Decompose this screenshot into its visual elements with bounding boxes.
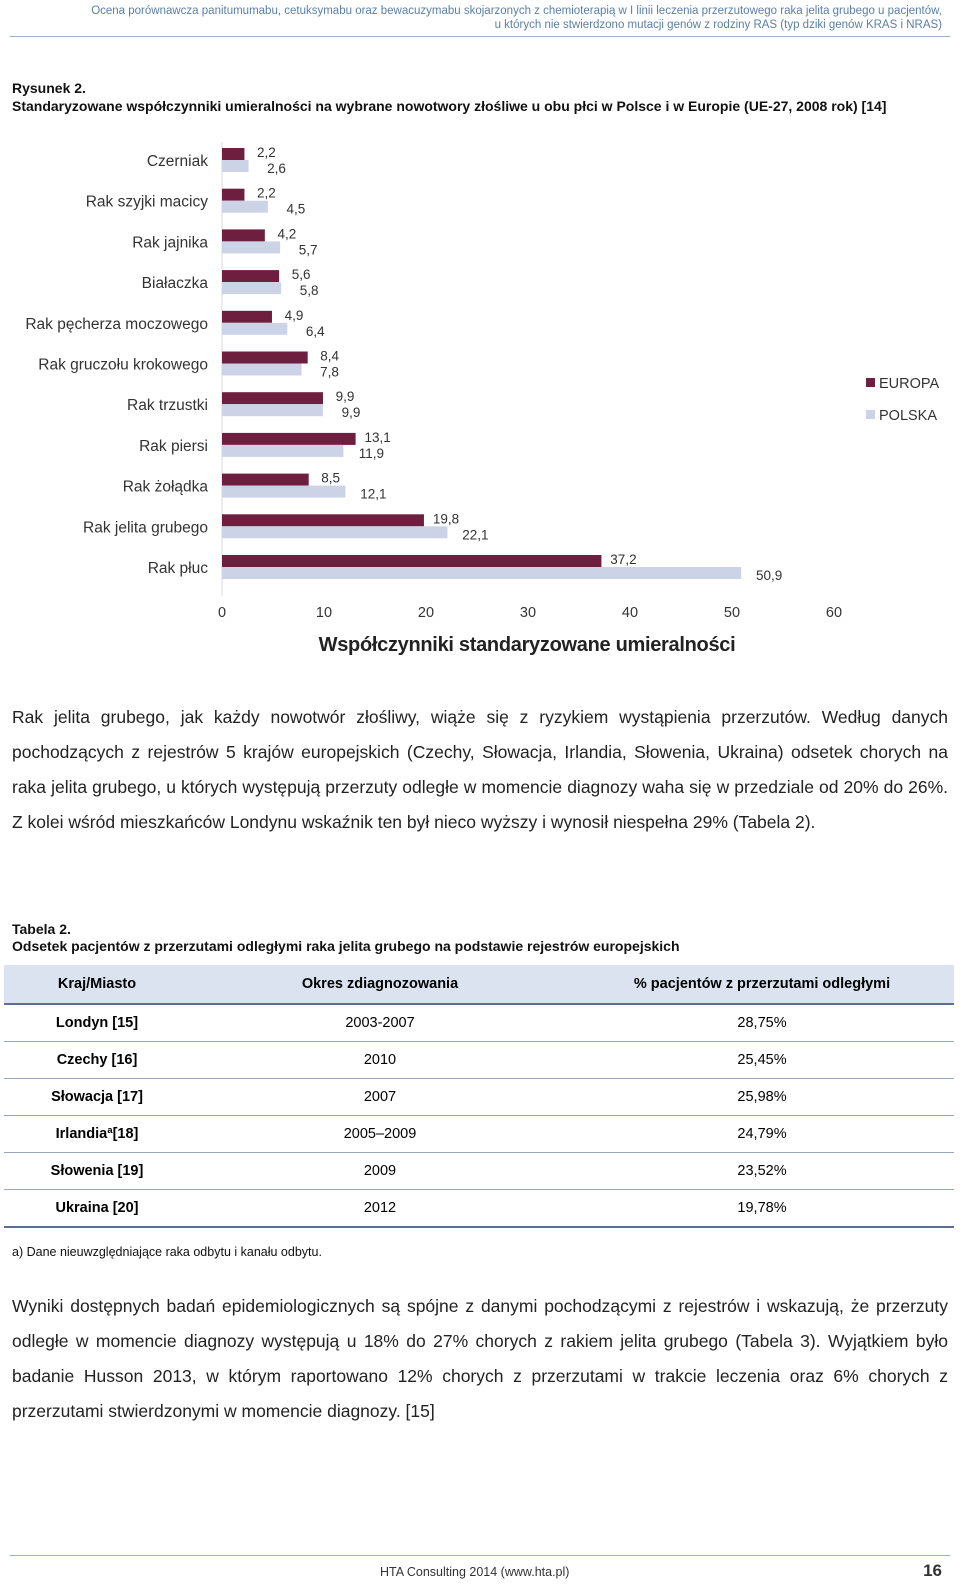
page-header [2, 4, 942, 32]
data-label-polska: 22,1 [462, 527, 489, 543]
table-cell-period: 2009 [190, 1153, 570, 1190]
data-label-europa: 5,6 [291, 267, 311, 283]
x-tick-label: 0 [217, 605, 227, 621]
data-label-europa: 9,9 [335, 389, 355, 405]
category-label: Czerniak [146, 153, 208, 170]
table-cell-percent: 25,45% [570, 1042, 954, 1079]
bar-polska [222, 567, 741, 579]
header-line-2: u których nie stwierdzono mutacji genów z rodziny RAS (typ dziki genów KRAS i NRAS) [494, 19, 942, 31]
bar-europa [222, 474, 309, 486]
table-cell-period: 2012 [190, 1190, 570, 1228]
x-axis-title: Współczynniki standaryzowane umieralności [318, 634, 736, 656]
data-label-polska: 6,4 [305, 323, 325, 339]
bar-polska [222, 404, 323, 416]
x-tick-label: 30 [519, 605, 537, 621]
data-label-europa: 8,5 [321, 470, 341, 486]
bar-europa [222, 555, 601, 567]
table-caption [12, 921, 948, 955]
bar-europa [222, 311, 272, 323]
x-tick-label: 20 [417, 605, 435, 621]
data-label-europa: 19,8 [432, 511, 460, 527]
bar-europa [222, 433, 356, 445]
category-label: Białaczka [141, 275, 208, 293]
category-label: Rak żołądka [122, 478, 208, 496]
table-cell-country: Słowacja [17] [4, 1079, 190, 1116]
table-cell-country: Słowenia [19] [4, 1153, 190, 1190]
bar-polska [222, 526, 447, 538]
table-cell-percent: 28,75% [570, 1004, 954, 1042]
table-cell-percent: 25,98% [570, 1079, 954, 1116]
table-row [4, 1116, 954, 1153]
table-cell-percent: 19,78% [570, 1190, 954, 1228]
table-footnote: a) Dane nieuwzględniające raka odbytu i kanału odbytu. [12, 1245, 322, 1259]
data-label-polska: 5,8 [299, 283, 319, 299]
data-label-europa: 4,9 [284, 307, 304, 323]
column-header-country: Kraj/Miasto [4, 965, 190, 1004]
bar-europa [222, 514, 424, 526]
column-header-period: Okres zdiagnozowania [190, 965, 570, 1004]
category-label: Rak pęcherza moczowego [25, 315, 208, 333]
figure-caption [12, 79, 948, 115]
bar-polska [222, 282, 281, 294]
category-label: Rak trzustki [127, 397, 208, 415]
x-tick-label: 60 [825, 605, 843, 621]
bar-polska [222, 486, 345, 498]
legend-swatch-polska [866, 410, 875, 419]
footer-text: HTA Consulting 2014 (www.hta.pl) [380, 1565, 570, 1579]
bar-europa [222, 352, 308, 364]
data-label-europa: 8,4 [320, 348, 340, 364]
table-title: Odsetek pacjentów z przerzutami odległymi raka jelita grubego na podstawie rejestrów europejskich [12, 938, 680, 954]
category-label: Rak szyjki macicy [85, 193, 208, 211]
data-label-europa: 2,2 [257, 185, 276, 201]
x-tick-label: 40 [621, 605, 639, 621]
metastases-table [4, 965, 954, 1228]
table-row [4, 1004, 954, 1042]
data-label-polska: 5,7 [298, 242, 318, 258]
header-line-1: Ocena porównawcza panitumumabu, cetuksymabu oraz bewacuzymabu skojarzonych z chemioterapią w I linii leczenia przerzutowego raka jelita grubego u pacjentów, [91, 5, 942, 17]
footer-divider [10, 1555, 950, 1556]
table-cell-percent: 23,52% [570, 1153, 954, 1190]
data-label-europa: 13,1 [364, 429, 391, 445]
category-label: Rak piersi [139, 437, 208, 455]
data-label-europa: 4,2 [277, 226, 297, 242]
legend-swatch-europa [866, 378, 875, 387]
bar-polska [222, 445, 343, 457]
data-label-polska: 11,9 [358, 445, 385, 461]
bar-europa [222, 392, 323, 404]
bar-europa [222, 189, 244, 201]
table-cell-country: Czechy [16] [4, 1042, 190, 1079]
bar-polska [222, 241, 280, 253]
legend-label-polska: POLSKA [879, 408, 938, 424]
table-cell-period: 2007 [190, 1079, 570, 1116]
data-label-polska: 2,6 [267, 161, 286, 176]
table-cell-period: 2005–2009 [190, 1116, 570, 1153]
table-cell-period: 2010 [190, 1042, 570, 1079]
page-number: 16 [923, 1561, 942, 1580]
table-cell-country: Ukraina [20] [4, 1190, 190, 1228]
table-cell-period: 2003-2007 [190, 1004, 570, 1042]
x-tick-label: 50 [723, 605, 741, 621]
bar-polska [222, 201, 268, 213]
bar-europa [222, 270, 279, 282]
table-label: Tabela 2. [12, 921, 71, 937]
data-label-europa: 2,2 [257, 145, 276, 160]
data-label-polska: 4,5 [286, 201, 306, 217]
table-row [4, 1190, 954, 1228]
figure-title: Standaryzowane współczynniki umieralności na wybrane nowotwory złośliwe u obu płci w Polsce i w Europie (UE-27, 2008 rok) [14] [12, 98, 887, 114]
table-cell-percent: 24,79% [570, 1116, 954, 1153]
table-row [4, 1079, 954, 1116]
table-row [4, 1153, 954, 1190]
table-header-row [4, 965, 954, 1004]
mortality-bar-chart [0, 140, 960, 660]
bar-europa [222, 229, 265, 241]
data-label-polska: 7,8 [320, 364, 339, 380]
category-label: Rak jajnika [132, 234, 208, 252]
category-label: Rak gruczołu krokowego [38, 356, 208, 374]
data-label-polska: 50,9 [756, 568, 783, 583]
data-label-polska: 9,9 [341, 405, 361, 421]
bar-europa [222, 148, 244, 160]
table-row [4, 1042, 954, 1079]
paragraph-metastases: Rak jelita grubego, jak każdy nowotwór złośliwy, wiąże się z ryzykiem wystąpienia przerzutów. Według danych pochodzących z rejestrów 5 krajów europejskich (Czechy, Słowacja, Irlandia, Słowenia, Ukraina) odsetek chorych na raka jelita grubego, u których występują przerzuty odległe w momencie diagnozy waha się w przedziale od 20% do 26%. Z kolei wśród mieszkańców Londynu wskaźnik ten był nieco wyższy i wynosił niespełna 29% (Tabela 2). [12, 707, 948, 832]
bar-polska [222, 323, 287, 335]
legend-label-europa: EUROPA [879, 376, 940, 392]
paragraph-studies: Wyniki dostępnych badań epidemiologicznych są spójne z danymi pochodzącymi z rejestrów i wskazują, że przerzuty odległe w momencie diagnozy występują u 18% do 27% chorych z rakiem jelita grubego (Tabela 3). Wyjątkiem było badanie Husson 2013, w którym raportowano 12% chorych z przerzutami w trakcie leczenia oraz 6% chorych z przerzutami stwierdzonymi w momencie diagnozy. [15] [12, 1296, 948, 1421]
table-cell-country: Londyn [15] [4, 1004, 190, 1042]
category-label: Rak płuc [147, 560, 208, 577]
table-cell-country: Irlandiaª[18] [4, 1116, 190, 1153]
x-tick-label: 10 [315, 605, 333, 621]
category-label: Rak jelita grubego [83, 519, 208, 537]
bar-polska [222, 364, 302, 376]
header-divider [10, 36, 950, 37]
data-label-polska: 12,1 [360, 486, 387, 502]
figure-label: Rysunek 2. [12, 80, 86, 96]
data-label-europa: 37,2 [610, 552, 637, 567]
column-header-percent: % pacjentów z przerzutami odległymi [570, 965, 954, 1004]
bar-polska [222, 160, 249, 172]
